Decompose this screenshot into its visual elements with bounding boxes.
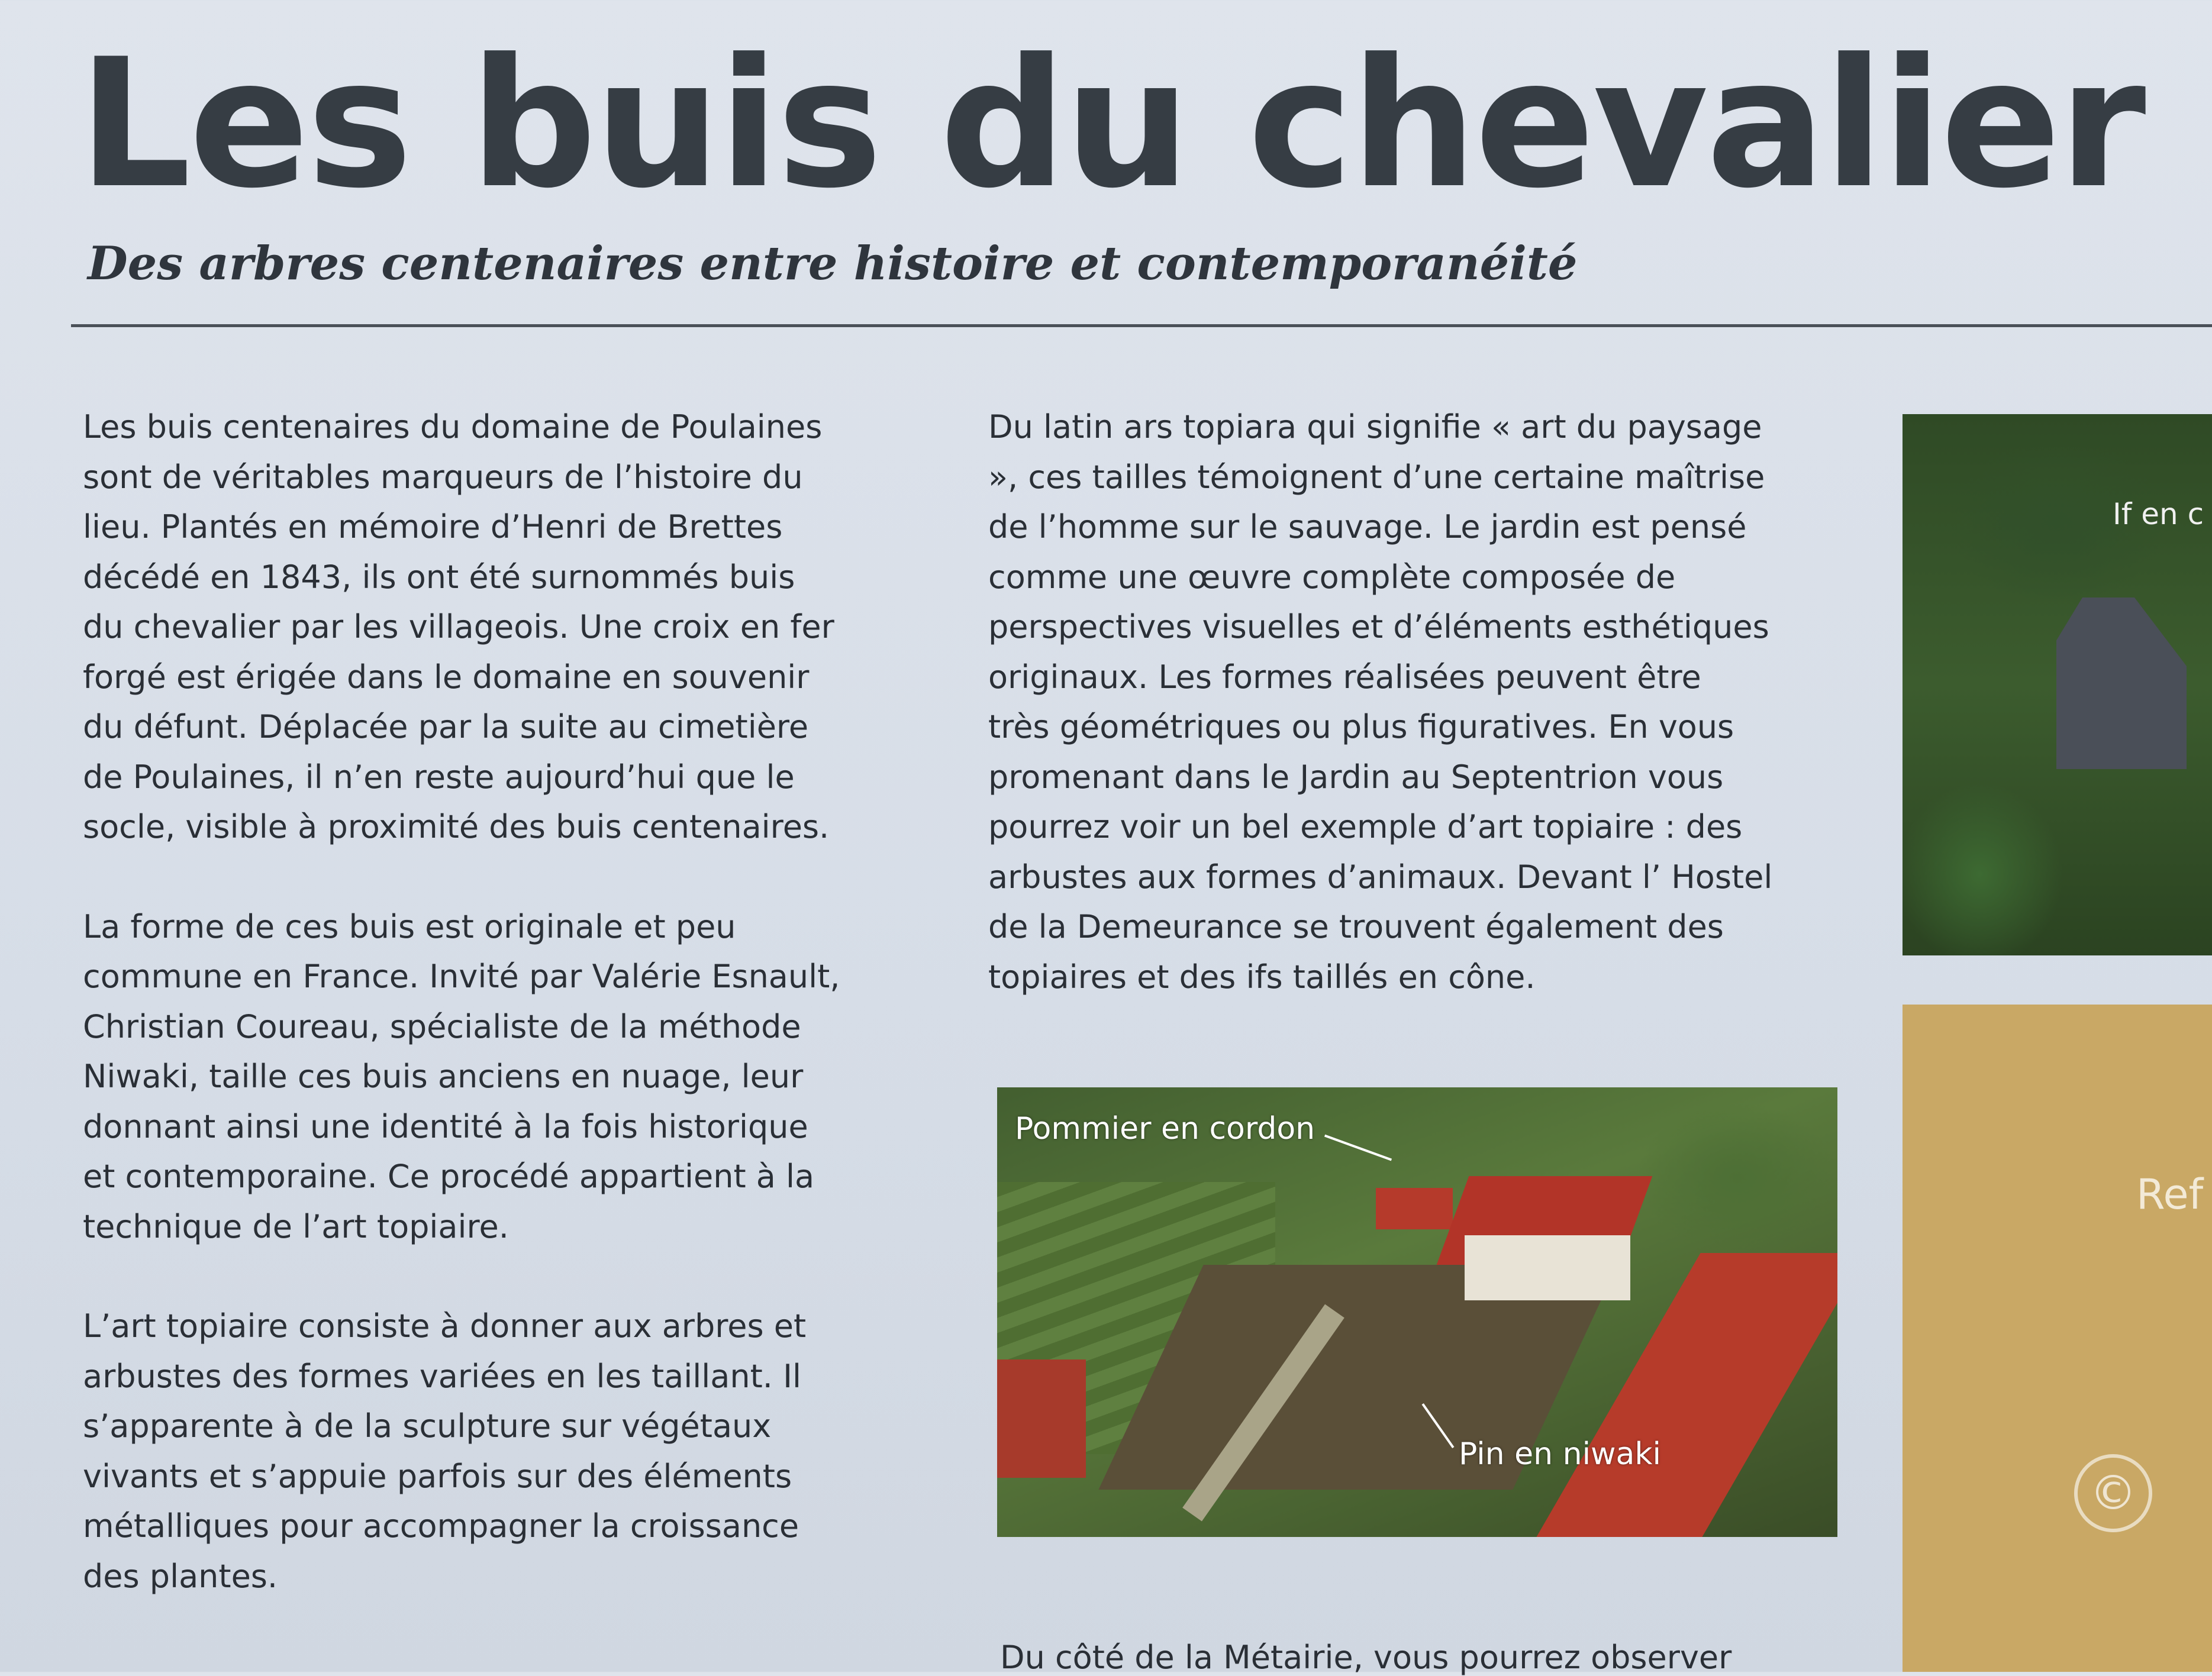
house-wall [1465, 1235, 1630, 1300]
photo-label-pin: Pin en niwaki [1459, 1436, 1661, 1472]
text-line: de l’homme sur le sauvage. Le jardin est pensé [988, 508, 1747, 545]
text-line: originaux. Les formes réalisées peuvent être [988, 658, 1701, 696]
middle-text-column [988, 402, 1817, 1002]
manor-house [2056, 598, 2187, 769]
text-line: de la Demeurance se trouvent également des [988, 908, 1724, 945]
paragraph-history [83, 402, 929, 852]
photo-label-pommier: Pommier en cordon [1015, 1111, 1315, 1147]
text-line: arbustes des formes variées en les taillant. Il [83, 1357, 801, 1395]
text-line: métalliques pour accompagner la croissance [83, 1507, 799, 1545]
text-line: s’apparente à de la sculpture sur végétaux [83, 1407, 772, 1445]
text-line: du chevalier par les villageois. Une croix en fer [83, 608, 834, 645]
sign-subtitle: Des arbres centenaires entre histoire et contemporanéité [88, 237, 1578, 290]
copyright-icon: © [2074, 1454, 2152, 1532]
text-line: comme une œuvre complète composée de [988, 558, 1676, 596]
text-line: donnant ainsi une identité à la fois historique [83, 1107, 808, 1145]
text-line: des plantes. [83, 1557, 278, 1595]
text-line: très géométriques ou plus figuratives. En vous [988, 708, 1734, 745]
text-line: L’art topiaire consiste à donner aux arbres et [83, 1307, 807, 1345]
text-line: topiaires et des ifs taillés en cône. [988, 958, 1536, 996]
text-line: du défunt. Déplacée par la suite au cimetière [83, 708, 809, 745]
orange-panel [1903, 1005, 2212, 1672]
paragraph-ars-topiara [988, 402, 1817, 1002]
text-line: », ces tailles témoignent d’une certaine maîtrise [988, 458, 1765, 496]
text-line: Du latin ars topiara qui signifie « art du paysage [988, 408, 1762, 445]
left-text-column [83, 402, 929, 1601]
text-line: Christian Coureau, spécialiste de la méthode [83, 1007, 801, 1045]
text-line: commune en France. Invité par Valérie Esnault, [83, 958, 840, 995]
text-line: Niwaki, taille ces buis anciens en nuage, leur [83, 1058, 804, 1095]
paragraph-topiary [83, 1302, 929, 1601]
text-line: forgé est érigée dans le domaine en souvenir [83, 658, 810, 696]
sign-title: Les buis du chevalier [78, 21, 2144, 227]
outbuilding-roof [997, 1359, 1086, 1478]
side-photo [1903, 414, 2212, 955]
title-divider [71, 324, 2212, 327]
text-line: perspectives visuelles et d’éléments esthétiques [988, 608, 1769, 645]
paragraph-shape [83, 902, 929, 1252]
text-line: Les buis centenaires du domaine de Poulaines [83, 408, 823, 445]
text-line: sont de véritables marqueurs de l’histoire du [83, 458, 803, 496]
text-line: arbustes aux formes d’animaux. Devant l’ Hostel [988, 858, 1773, 896]
aerial-photo [997, 1087, 1837, 1537]
text-line: promenant dans le Jardin au Septentrion vous [988, 758, 1724, 796]
orange-panel-label: Ref [2136, 1170, 2204, 1219]
text-line: pourrez voir un bel exemple d’art topiaire : des [988, 808, 1743, 845]
text-line: vivants et s’appuie parfois sur des éléments [83, 1457, 792, 1495]
text-line: décédé en 1843, ils ont été surnommés buis [83, 558, 795, 596]
text-line: La forme de ces buis est originale et peu [83, 908, 736, 945]
text-line-partial: Du côté de la Métairie, vous pourrez observer [1000, 1639, 1732, 1676]
text-line: lieu. Plantés en mémoire d’Henri de Brettes [83, 508, 783, 545]
side-photo-label: If en c [2113, 497, 2204, 531]
text-line: de Poulaines, il n’en reste aujourd’hui que le [83, 758, 795, 796]
text-line: socle, visible à proximité des buis centenaires. [83, 808, 830, 845]
callout-line [1324, 1135, 1392, 1161]
text-line: et contemporaine. Ce procédé appartient à la [83, 1158, 815, 1195]
text-line: technique de l’art topiaire. [83, 1207, 509, 1245]
small-roof [1376, 1188, 1453, 1229]
